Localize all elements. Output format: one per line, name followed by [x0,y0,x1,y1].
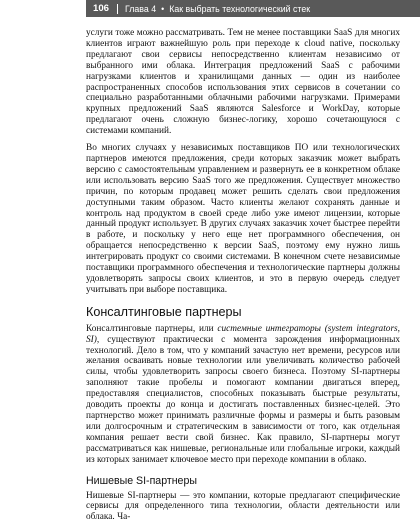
paragraph-isv-offerings: Во многих случаях у независимых поставщиков ПО или технологических партнеров имеются предложения, среди которых заказчик может выбрать версию с самостоятельным управлением и развернуть ее в конкретном облаке или использовать версию SaaS того же предложения. Существует множество причин, по которым продавец может решить сделать свои предложения доступными таким образом. Часто клиенты желают сохранять данные и контроль над продуктом в своей среде либо уже имеют лицензии, которые данный продукт использует. В других случаях заказчик хочет быстрее перейти в работе, и поскольку у него еще нет программного обеспечения, он обращается непосредственно к версии SaaS, поэтому ему нужно лишь интегрировать продукт со своими системами. В конечном счете независимые поставщики программного обеспечения и технологические партнеры должны удовлетворять запросы своих клиентов, и это в первую очередь следует учитывать при выборе поставщика. [86,143,400,295]
page-body [86,28,400,523]
chapter-title: Как выбрать технологический стек [169,3,311,14]
header-divider [117,4,118,14]
paragraph-text-start: Консалтинговые партнеры, или [86,323,218,334]
section-heading-consulting-partners: Консалтинговые партнеры [86,304,242,319]
paragraph-text-rest: , существуют практически с момента зарождения информационных технологий. Дело в том, что у компаний зачастую нет времени, ресурсов или желания осваивать новые технологии или увеличивать количество рабочей силы, чтобы удовлетворить запросы своего бизнеса. Поэтому SI-партнеры заполняют такие пробелы и помогают компании двигаться вперед, предоставляя специалистов, способных показывать быстрые результаты, доводить проекты до конца и достигать поставленных бизнес-целей. Это партнерство может принимать различные формы и размеры и быть разовым или долгосрочным и стратегическим в зависимости от того, как отдельная компания решает вести свой бизнес. Как правило, SI-партнеры могут рассматриваться как нишевые, региональные или глобальные игроки, каждый из которых занимает ключевое место при переходе компании в облако. [86,334,400,465]
italic-term-system-integrators: системные интеграторы (system integrators, SI) [86,323,400,345]
running-header [86,0,420,17]
chapter-label: Глава 4 [125,3,157,14]
subsection-heading-niche-si-partners: Нишевые SI-партнеры [86,474,197,487]
header-bullet: • [161,3,165,14]
paragraph-niche-si-partners: Нишевые SI-партнеры — это компании, которые предлагают специфические сервисы для определенного типа технологии, области деятельности или облака. Ча- [86,490,400,523]
paragraph-saas-continued: услуги тоже можно рассматривать. Тем не менее поставщики SaaS для многих клиентов играют важнейшую роль при переходе к cloud native, поскольку предлагают свои сервисы непосредственно клиентам независимо от выбранного ими облака. Интеграция предложений SaaS с рабочими нагрузками клиентов и хранилищами данных — один из наиболее распространенных способов использования этих сервисов в сочетании со специально разработанными облачными рабочими нагрузками. Примерами крупных предложений SaaS являются Salesforce и WorkDay, которые предлагают очень сложную бизнес-логику, хорошо сочетающуюся с системами компаний. [86,28,400,137]
paragraph-consulting-partners [86,324,400,466]
page-number: 106 [93,3,110,14]
